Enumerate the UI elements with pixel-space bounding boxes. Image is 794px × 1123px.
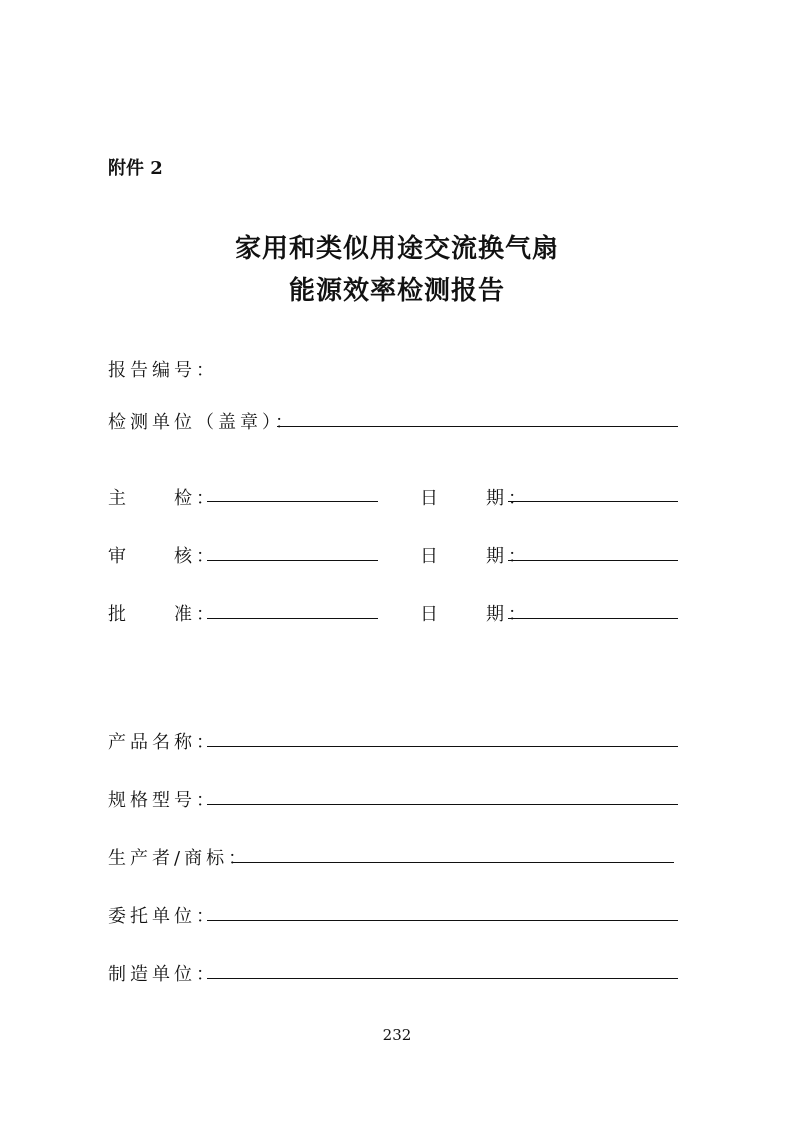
model-field[interactable]: [207, 804, 678, 805]
approver-date-label: 日 期：: [420, 604, 530, 625]
testing-unit-field[interactable]: [277, 426, 678, 427]
reviewer-field[interactable]: [207, 560, 378, 561]
reviewer-date-label: 日 期：: [420, 546, 530, 567]
client-unit-field[interactable]: [207, 920, 678, 921]
attachment-label: 附件 2: [108, 158, 163, 179]
client-unit-label: 委托单位：: [108, 906, 218, 927]
testing-unit-label: 检测单位（盖章）：: [108, 412, 297, 433]
manufacturer-label: 制造单位：: [108, 964, 218, 985]
approver-label: 批 准：: [108, 604, 218, 625]
producer-trademark-field[interactable]: [233, 862, 674, 863]
page-number: 232: [382, 1026, 412, 1044]
report-title-line-1: 家用和类似用途交流换气扇: [234, 234, 559, 264]
product-name-label: 产品名称：: [108, 732, 218, 753]
inspector-date-field[interactable]: [508, 501, 678, 502]
model-label: 规格型号：: [108, 790, 218, 811]
reviewer-date-field[interactable]: [508, 560, 678, 561]
product-name-field[interactable]: [207, 746, 678, 747]
report-number-label: 报告编号：: [108, 360, 218, 381]
manufacturer-field[interactable]: [207, 978, 678, 979]
approver-date-field[interactable]: [508, 618, 678, 619]
reviewer-label: 审 核：: [108, 546, 218, 567]
report-title-line-2: 能源效率检测报告: [288, 276, 505, 306]
inspector-label: 主 检：: [108, 488, 218, 509]
approver-field[interactable]: [207, 618, 378, 619]
inspector-date-label: 日 期：: [420, 488, 530, 509]
producer-trademark-label: 生产者/商标：: [108, 848, 251, 869]
inspector-field[interactable]: [207, 501, 378, 502]
